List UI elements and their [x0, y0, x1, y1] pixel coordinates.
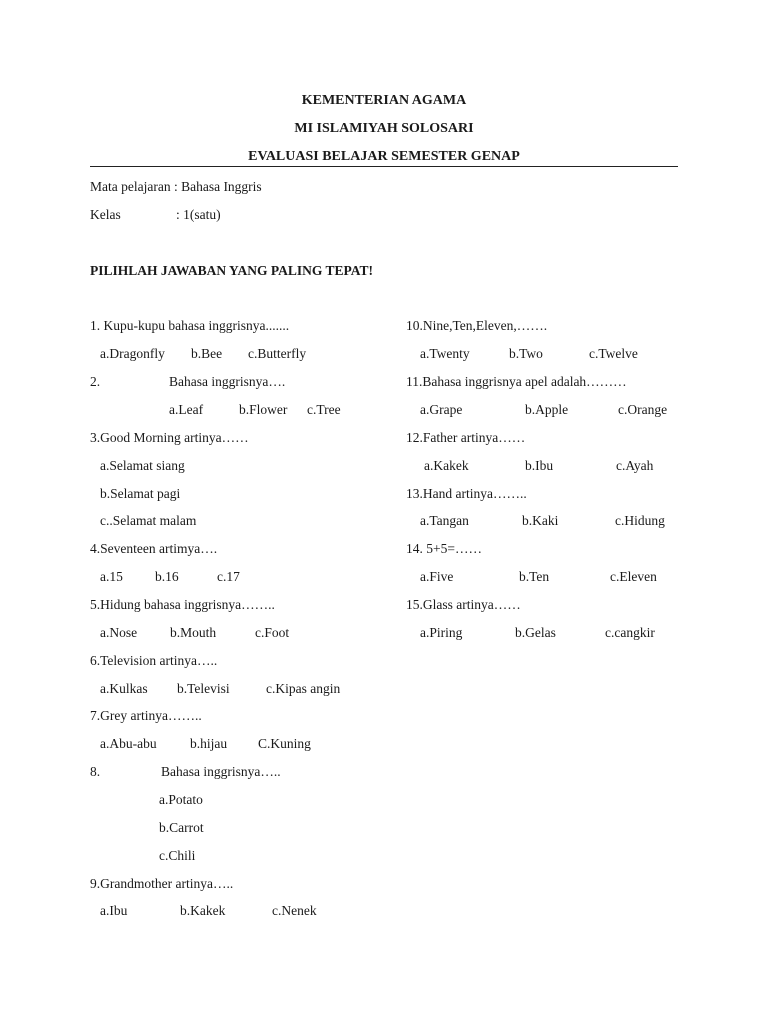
option-b: b.Ten — [519, 569, 550, 584]
header-school: MI ISLAMIYAH SOLOSARI — [294, 121, 474, 136]
question-text: 14. 5+5=…… — [406, 541, 482, 556]
header-divider — [90, 166, 678, 167]
option-b: b.Ibu — [525, 458, 554, 473]
subject-line: Mata pelajaran : Bahasa Inggris — [90, 179, 262, 194]
question-text: 15.Glass artinya…… — [406, 597, 521, 612]
question-number: 2. — [90, 374, 101, 389]
question-text: 4.Seventeen artimya…. — [90, 541, 218, 556]
option-a: a.Kulkas — [100, 681, 148, 696]
option-c: c.Chili — [159, 848, 196, 863]
question-text: 7.Grey artinya…….. — [90, 708, 202, 723]
option-c: c.Nenek — [272, 903, 317, 918]
option-a: a.Nose — [100, 625, 138, 640]
option-c: c.Kipas angin — [266, 681, 341, 696]
option-b: b.Apple — [525, 402, 569, 417]
option-a: a.Abu-abu — [100, 736, 157, 751]
option-c: c.Orange — [618, 402, 668, 417]
question-text: Bahasa inggrisnya…. — [169, 374, 286, 389]
option-a: a.Dragonfly — [100, 346, 165, 361]
option-c: C.Kuning — [258, 736, 311, 751]
option-c: c.Foot — [255, 625, 290, 640]
question-text: 1. Kupu-kupu bahasa inggrisnya....... — [90, 318, 290, 333]
option-b: b.Selamat pagi — [100, 486, 181, 501]
option-c: c.Butterfly — [248, 346, 307, 361]
option-a: a.Tangan — [420, 513, 469, 528]
option-c: c.17 — [217, 569, 240, 584]
option-c: c.Twelve — [589, 346, 638, 361]
option-a: a.Piring — [420, 625, 463, 640]
option-b: b.Televisi — [177, 681, 230, 696]
option-b: b.Bee — [191, 346, 223, 361]
option-b: b.Mouth — [170, 625, 217, 640]
option-b: b.16 — [155, 569, 179, 584]
option-a: a.Five — [420, 569, 454, 584]
option-c: c.cangkir — [605, 625, 655, 640]
option-a: a.Potato — [159, 792, 203, 807]
option-a: a.Selamat siang — [100, 458, 185, 473]
option-a: a.Grape — [420, 402, 463, 417]
option-a: a.15 — [100, 569, 123, 584]
question-text: 11.Bahasa inggrisnya apel adalah……… — [406, 374, 627, 389]
option-c: c.Eleven — [610, 569, 657, 584]
option-b: b.Flower — [239, 402, 288, 417]
question-text: 6.Television artinya….. — [90, 653, 218, 668]
option-b: b.Kakek — [180, 903, 226, 918]
question-text: 5.Hidung bahasa inggrisnya…….. — [90, 597, 275, 612]
question-text: 3.Good Morning artinya…… — [90, 430, 249, 445]
class-label: Kelas — [90, 207, 121, 222]
option-a: a.Leaf — [169, 402, 204, 417]
question-text: 10.Nine,Ten,Eleven,……. — [406, 318, 548, 333]
option-a: a.Ibu — [100, 903, 128, 918]
option-a: a.Kakek — [424, 458, 469, 473]
question-text: 9.Grandmother artinya….. — [90, 876, 234, 891]
option-b: b.hijau — [190, 736, 228, 751]
option-c: c.Tree — [307, 402, 341, 417]
option-b: b.Kaki — [522, 513, 559, 528]
class-value: : 1(satu) — [176, 207, 221, 222]
option-b: b.Carrot — [159, 820, 204, 835]
option-c: c..Selamat malam — [100, 513, 197, 528]
question-text: Bahasa inggrisnya….. — [161, 764, 281, 779]
option-c: c.Ayah — [616, 458, 654, 473]
option-a: a.Twenty — [420, 346, 470, 361]
question-text: 12.Father artinya…… — [406, 430, 526, 445]
header-ministry: KEMENTERIAN AGAMA — [301, 93, 467, 108]
option-c: c.Hidung — [615, 513, 665, 528]
question-number: 8. — [90, 764, 101, 779]
option-b: b.Two — [509, 346, 543, 361]
instruction: PILIHLAH JAWABAN YANG PALING TEPAT! — [90, 263, 374, 278]
header-exam-title: EVALUASI BELAJAR SEMESTER GENAP — [248, 149, 520, 164]
question-text: 13.Hand artinya…….. — [406, 486, 527, 501]
option-b: b.Gelas — [515, 625, 556, 640]
